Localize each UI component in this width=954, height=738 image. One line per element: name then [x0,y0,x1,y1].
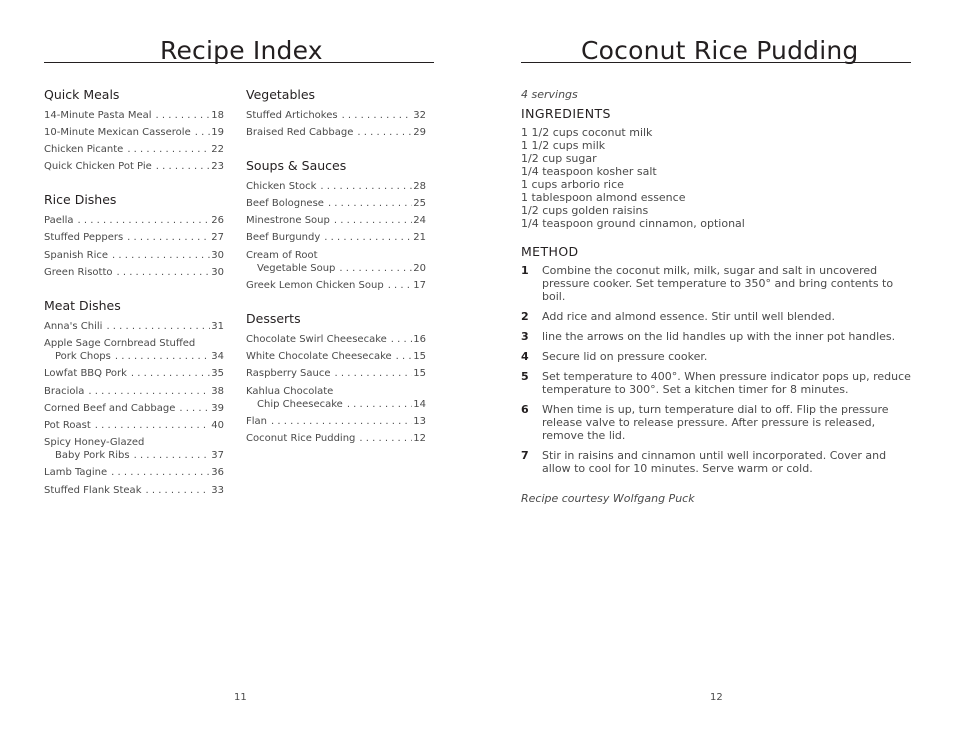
entry-page: 39 [211,402,224,414]
dot-leader [359,432,412,446]
entry-name: Lamb Tagine [44,467,108,479]
entry-line-2 [44,350,224,364]
method-step [521,264,911,303]
index-entry [44,466,224,480]
entry-name: Spanish Rice [44,249,109,261]
entry-name: Lowfat BBQ Pork [44,368,127,380]
index-entry [246,367,426,381]
step-number: 5 [521,370,529,383]
method-step [521,370,911,396]
entry-name: Quick Chicken Pot Pie [44,161,152,173]
ingredient-item: 1 1/2 cups milk [521,139,606,152]
step-number: 7 [521,449,529,462]
dot-leader [271,415,412,429]
entry-name-continued: Vegetable Soup [257,263,336,275]
dot-leader [388,279,413,293]
step-number: 3 [521,330,529,343]
right-page [477,0,954,738]
entry-page: 29 [413,127,426,139]
dot-leader [334,214,412,228]
entry-page: 22 [211,144,224,156]
entry-page: 25 [413,198,426,210]
entry-name: Stuffed Peppers [44,232,124,244]
index-entry [246,279,426,293]
entry-name: Paella [44,215,74,227]
ingredients-list [521,126,745,230]
step-number: 1 [521,264,529,277]
dot-leader [106,320,210,334]
section-heading: Quick Meals [44,87,120,102]
dot-leader [127,231,210,245]
dot-leader [95,419,210,433]
entry-page: 33 [211,484,224,496]
entry-name: Greek Lemon Chicken Soup [246,280,384,292]
entry-name: Raspberry Sauce [246,368,331,380]
entry-page: 19 [211,127,224,139]
index-entry [246,109,426,123]
dot-leader [335,367,413,381]
dot-leader [396,350,413,364]
ingredient-item: 1 tablespoon almond essence [521,191,686,204]
entry-page: 18 [211,110,224,121]
dot-leader [134,449,211,463]
entry-page: 12 [413,433,426,445]
index-column-1 [44,86,224,501]
page-number: 11 [234,692,247,703]
index-entry [44,126,224,140]
ingredient-item: 1/2 cup sugar [521,152,597,165]
entry-name: Cream of Root [246,249,318,261]
entry-page: 21 [413,232,426,244]
entry-page: 30 [211,266,224,278]
entry-page: 27 [211,232,224,244]
entry-name: Beef Burgundy [246,232,321,244]
index-entry [44,231,224,245]
method-heading: METHOD [521,244,579,259]
step-text: line the arrows on the lid handles up with the inner pot handles. [542,330,896,343]
method-step [521,403,911,442]
index-entry [246,415,426,429]
section-heading: Soups & Sauces [246,158,347,174]
method-step [521,350,911,363]
entry-name: Beef Bolognese [246,198,324,210]
entry-name: Braised Red Cabbage [246,127,354,139]
dot-leader [339,262,412,276]
step-text: Stir in raisins and cinnamon until well incorporated. Cover and allow to cool for 10 minutes. Serve warm or cold. [542,449,887,475]
index-entry [44,484,224,498]
dot-leader [116,266,210,280]
entry-page: 32 [413,110,426,121]
ingredient-item: 1/2 cups golden raisins [521,204,649,217]
index-entry [44,419,224,433]
entry-name: Anna's Chili [44,320,103,332]
entry-name: 14-Minute Pasta Meal [44,110,152,121]
method-step [521,330,911,343]
entry-name-continued: Baby Pork Ribs [55,450,130,462]
entry-page: 37 [211,450,224,462]
entry-page: 20 [413,263,426,275]
entry-page: 15 [413,368,426,380]
entry-name: Stuffed Artichokes [246,110,338,121]
index-entry [44,436,224,463]
dot-leader [342,109,413,123]
dot-leader [357,126,412,140]
step-number: 4 [521,350,529,363]
index-entry [44,249,224,263]
dot-leader [78,214,211,228]
entry-page: 23 [211,161,224,173]
entry-line-2 [246,262,426,276]
index-entry [44,320,224,334]
ingredient-item: 1/4 teaspoon kosher salt [521,165,657,178]
ingredient-item: 1 cups arborio rice [521,178,624,191]
entry-name: Minestrone Soup [246,215,330,227]
index-entry [44,402,224,416]
entry-name: Flan [246,416,267,428]
page-number: 12 [710,692,723,703]
dot-leader [112,249,210,263]
entry-line-2 [246,398,426,412]
dot-leader [127,143,210,157]
dot-leader [115,350,210,364]
recipe-title: Coconut Rice Pudding [581,36,859,65]
index-entry [246,126,426,140]
entry-page: 28 [413,181,426,193]
dot-leader [145,484,210,498]
index-entry [44,367,224,381]
index-entry [246,231,426,245]
entry-name: Corned Beef and Cabbage [44,402,176,414]
index-column-2 [246,86,426,449]
ingredient-item: 1 1/2 cups coconut milk [521,126,653,139]
entry-page: 36 [211,467,224,479]
entry-page: 34 [211,351,224,363]
dot-leader [179,402,210,416]
entry-page: 35 [211,368,224,380]
dot-leader [328,197,412,211]
entry-name: Apple Sage Cornbread Stuffed [44,337,196,349]
index-entry [44,214,224,228]
entry-page: 30 [211,249,224,261]
step-text: When time is up, turn temperature dial to off. Flip the pressure release valve to release pressure. After pressure is released, remove the lid. [542,403,889,442]
servings: 4 servings [521,88,578,101]
entry-name: Pot Roast [44,419,91,431]
step-text: Set temperature to 400°. When pressure indicator pops up, reduce temperature to 300°. Set a kitchen timer for 8 minutes. [542,370,911,396]
index-entry [246,249,426,276]
entry-name: Green Risotto [44,266,113,278]
dot-leader [156,160,210,174]
index-entry [246,432,426,446]
dot-leader [391,333,412,347]
section-gap [246,143,426,157]
index-entry [246,214,426,228]
entry-page: 16 [413,334,426,346]
index-entry [44,143,224,157]
page-title: Recipe Index [160,36,323,65]
dot-leader [320,180,412,194]
dot-leader [347,398,412,412]
recipe-credit: Recipe courtesy Wolfgang Puck [521,492,695,505]
section-gap [44,283,224,297]
method-steps [521,264,911,482]
entry-page: 15 [413,351,426,363]
entry-page: 14 [413,399,426,411]
dot-leader [131,367,210,381]
entry-page: 40 [211,419,224,431]
index-entry [246,385,426,412]
dot-leader [156,109,211,123]
entry-name: Kahlua Chocolate [246,385,334,397]
entry-page: 24 [413,215,426,227]
index-entry [246,333,426,347]
dot-leader [195,126,211,140]
dot-leader [111,466,210,480]
entry-page: 38 [211,385,224,397]
section-heading: Desserts [246,311,301,327]
step-text: Secure lid on pressure cooker. [542,350,708,363]
entry-page: 26 [211,215,224,227]
entry-name-continued: Pork Chops [55,351,111,363]
index-entry [246,197,426,211]
entry-page: 13 [413,416,426,428]
index-entry [246,350,426,364]
section-heading: Meat Dishes [44,297,121,313]
step-text: Combine the coconut milk, milk, sugar and salt in uncovered pressure cooker. Set temperature to 350° and bring contents to boil. [542,264,894,303]
entry-name: Chicken Picante [44,144,124,156]
step-number: 6 [521,403,529,416]
entry-name-continued: Chip Cheesecake [257,399,343,411]
section-gap [246,296,426,310]
index-entry [44,160,224,174]
section-heading: Vegetables [246,87,316,102]
index-entry [44,337,224,364]
section-heading: Rice Dishes [44,192,117,208]
entry-name: White Chocolate Cheesecake [246,351,392,363]
step-text: Add rice and almond essence. Stir until well blended. [542,310,835,323]
entry-name: Chicken Stock [246,181,317,193]
entry-name: Chocolate Swirl Cheesecake [246,334,387,346]
method-step [521,310,911,323]
index-entry [44,109,224,123]
entry-name: Stuffed Flank Steak [44,484,142,496]
entry-name: 10-Minute Mexican Casserole [44,127,191,139]
entry-line-2 [44,449,224,463]
dot-leader [88,385,210,399]
entry-name: Coconut Rice Pudding [246,433,356,445]
step-number: 2 [521,310,529,323]
entry-page: 31 [211,320,224,332]
section-gap [44,177,224,191]
entry-name: Braciola [44,385,85,397]
ingredient-item: 1/4 teaspoon ground cinnamon, optional [521,217,745,230]
entry-name: Spicy Honey-Glazed [44,436,145,448]
index-entry [44,266,224,280]
index-entry [44,385,224,399]
entry-page: 17 [413,280,426,292]
dot-leader [324,231,412,245]
index-entry [246,180,426,194]
ingredients-heading: INGREDIENTS [521,106,611,121]
method-step [521,449,911,475]
